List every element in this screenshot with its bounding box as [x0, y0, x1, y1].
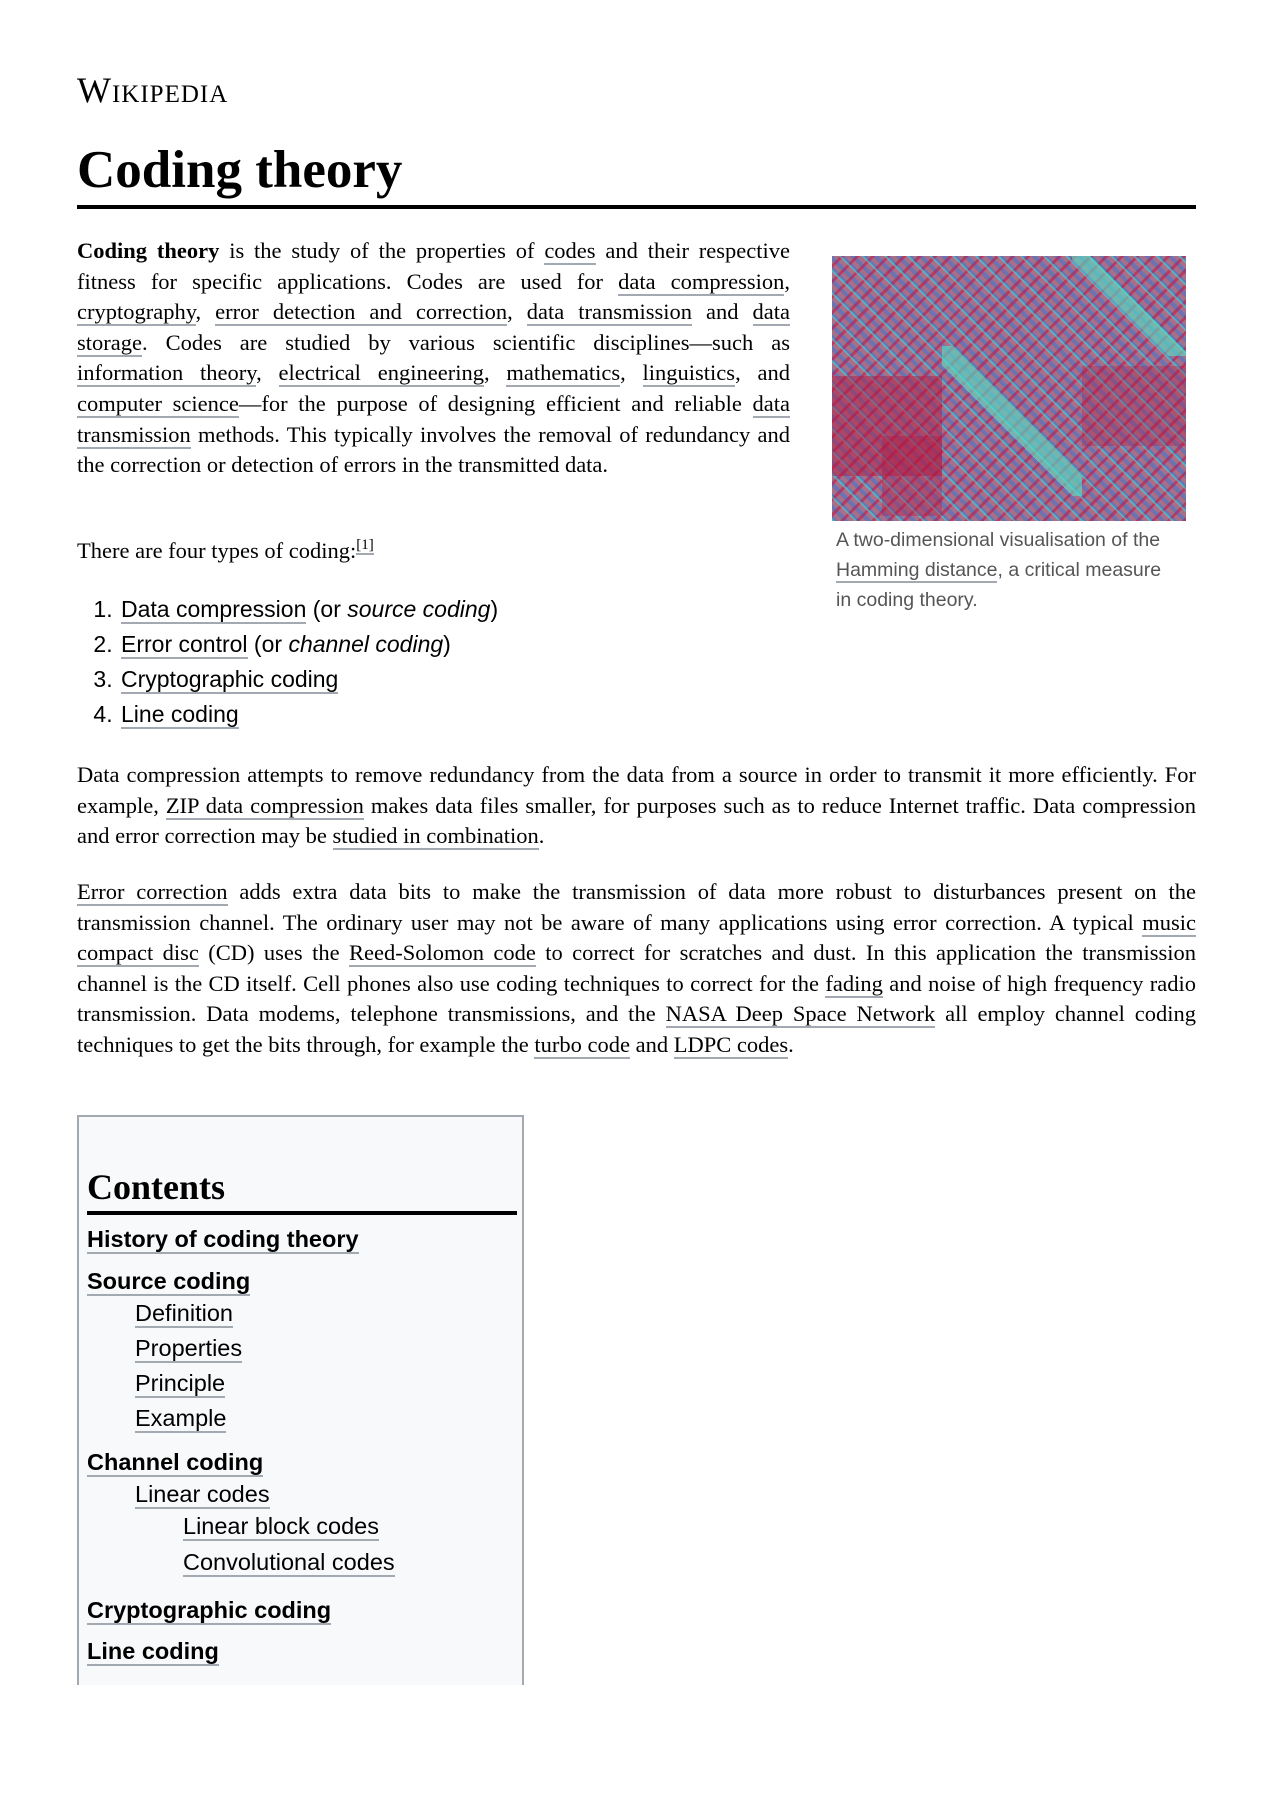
- toc-link[interactable]: Source coding: [87, 1268, 251, 1294]
- text: and noise of high frequency radio transmission. Data modems, telephone transmissions, and the: [77, 970, 1196, 1027]
- italic-text: channel coding: [288, 631, 444, 657]
- wikipedia-wordmark[interactable]: Wikipedia: [77, 70, 229, 110]
- link-mathematics[interactable]: mathematics: [506, 360, 621, 386]
- text: .: [538, 823, 545, 849]
- toc-item-history[interactable]: [87, 1226, 359, 1253]
- table-of-contents: [77, 1115, 524, 1685]
- image-texture: [1082, 366, 1186, 446]
- link-computer-science[interactable]: computer science: [77, 390, 239, 416]
- compression-paragraph: [77, 760, 1196, 852]
- text: Data compression attempts to remove redundancy from the data from a source in order to transmit it more efficiently. For example,: [77, 762, 1196, 818]
- toc-link[interactable]: Line coding: [87, 1638, 219, 1664]
- intro-paragraph: [77, 236, 790, 481]
- link-fading[interactable]: fading: [825, 970, 883, 996]
- text: (CD) uses the: [198, 940, 349, 966]
- text: ): [443, 631, 451, 657]
- text: is the study of the properties of: [219, 238, 545, 263]
- text: . Codes are studied by various scientific disciplines—such as: [141, 329, 790, 355]
- link-data-storage[interactable]: data storage: [77, 299, 790, 355]
- text: (or: [247, 631, 289, 657]
- italic-text: source coding: [347, 596, 491, 622]
- reference-1[interactable]: [1]: [356, 537, 374, 553]
- text: adds extra data bits to make the transmission of data more robust to disturbances present on the transmission channel. The ordinary user may not be aware of many applications using error correction. A typical: [77, 879, 1196, 935]
- bold-term: Coding theory: [77, 238, 220, 263]
- toc-link[interactable]: Definition: [135, 1300, 233, 1326]
- figure-caption: [832, 525, 1166, 615]
- text: ): [490, 596, 499, 622]
- toc-link[interactable]: Example: [135, 1405, 227, 1431]
- link-data-transmission-2[interactable]: data transmission: [77, 390, 790, 447]
- toc-link[interactable]: Linear codes: [135, 1481, 270, 1507]
- link-cryptographic-coding[interactable]: Cryptographic coding: [121, 666, 339, 692]
- link-nasa-deep-space-network[interactable]: NASA Deep Space Network: [665, 1001, 936, 1027]
- toc-link[interactable]: Convolutional codes: [183, 1549, 395, 1575]
- toc-item-properties[interactable]: [135, 1335, 242, 1362]
- link-linguistics[interactable]: linguistics: [642, 360, 736, 386]
- text: to correct for scratches and dust. In this application the transmission channel is the CD itself. Cell phones also use coding techniques to correct for the: [77, 940, 1196, 996]
- text: —for the purpose of designing efficient and reliable: [238, 390, 753, 416]
- toc-item-example[interactable]: [135, 1405, 226, 1432]
- coding-types-list: [77, 592, 498, 732]
- toc-item-definition[interactable]: [135, 1300, 233, 1327]
- text: ,: [483, 360, 507, 386]
- link-zip-data-compression[interactable]: ZIP data compression: [165, 792, 364, 818]
- text: ,: [507, 299, 527, 325]
- text: A two-dimensional visualisation of the: [836, 529, 1161, 551]
- link-music-compact-disc[interactable]: music compact disc: [77, 909, 1196, 966]
- title-divider: [77, 205, 1196, 209]
- link-data-transmission[interactable]: data transmission: [526, 299, 692, 325]
- list-item: [119, 592, 498, 627]
- link-electrical-engineering[interactable]: electrical engineering: [278, 360, 484, 386]
- toc-item-convolutional-codes[interactable]: [183, 1549, 395, 1576]
- error-correction-paragraph: [77, 877, 1196, 1061]
- text: , a critical measure in coding theory.: [836, 559, 1162, 611]
- text: , and: [735, 360, 790, 386]
- toc-item-source-coding[interactable]: [87, 1268, 250, 1295]
- toc-title: Contents: [87, 1167, 226, 1207]
- hamming-distance-image[interactable]: [832, 256, 1186, 521]
- types-intro: [77, 536, 790, 566]
- toc-item-principle[interactable]: [135, 1370, 225, 1397]
- link-error-correction[interactable]: Error correction: [77, 879, 228, 904]
- page-title: Coding theory: [77, 141, 403, 199]
- text: all employ channel coding techniques to get the bits through, for example the: [77, 1001, 1196, 1057]
- link-error-control[interactable]: Error control: [121, 631, 248, 657]
- link-studied-in-combination[interactable]: studied in combination: [332, 823, 539, 849]
- text: and their respective fitness for specific applications. Codes are used for: [77, 238, 790, 294]
- text: ,: [195, 299, 216, 325]
- link-hamming-distance[interactable]: Hamming distance: [836, 559, 998, 581]
- toc-divider: [87, 1211, 517, 1215]
- figure-hamming-distance: [832, 256, 1192, 615]
- text: (or: [306, 596, 348, 622]
- toc-link[interactable]: Cryptographic coding: [87, 1597, 332, 1623]
- toc-link[interactable]: Principle: [135, 1370, 226, 1396]
- toc-link[interactable]: History of coding theory: [87, 1226, 359, 1252]
- toc-item-linear-codes[interactable]: [135, 1481, 270, 1508]
- text: ,: [784, 268, 790, 294]
- text: ,: [256, 360, 279, 386]
- text: There are four types of coding:: [77, 538, 357, 563]
- text: and: [691, 299, 753, 325]
- image-texture: [1072, 256, 1186, 356]
- text: makes data files smaller, for purposes such as to reduce Internet traffic. Data compression and error correction may be: [77, 792, 1196, 849]
- text: and: [629, 1031, 674, 1057]
- link-line-coding[interactable]: Line coding: [121, 701, 239, 727]
- toc-item-line-coding[interactable]: [87, 1638, 219, 1665]
- toc-item-cryptographic-coding[interactable]: [87, 1597, 331, 1624]
- list-item: [119, 627, 498, 662]
- toc-link[interactable]: Properties: [135, 1335, 243, 1361]
- toc-link[interactable]: Linear block codes: [183, 1513, 379, 1539]
- text: .: [788, 1031, 794, 1057]
- link-codes[interactable]: codes: [544, 238, 596, 263]
- image-texture: [882, 436, 942, 516]
- link-information-theory[interactable]: information theory: [77, 360, 257, 386]
- text: methods. This typically involves the removal of redundancy and the correction or detection of errors in the transmitted data.: [77, 421, 790, 478]
- link-error-detection-and-correction[interactable]: error detection and correction: [215, 299, 508, 325]
- image-texture: [942, 346, 1082, 496]
- toc-item-linear-block-codes[interactable]: [183, 1513, 379, 1540]
- toc-link[interactable]: Channel coding: [87, 1449, 264, 1475]
- link-data-compression[interactable]: data compression: [618, 268, 785, 294]
- toc-item-channel-coding[interactable]: [87, 1449, 263, 1476]
- link-reed-solomon-code[interactable]: Reed-Solomon code: [348, 940, 536, 966]
- link-data-compression-type[interactable]: Data compression: [121, 596, 307, 622]
- list-item: [119, 697, 498, 732]
- link-turbo-code[interactable]: turbo code: [534, 1031, 630, 1057]
- text: ,: [620, 360, 643, 386]
- list-item: [119, 662, 498, 697]
- link-ldpc-codes[interactable]: LDPC codes: [673, 1031, 789, 1057]
- link-cryptography[interactable]: cryptography: [77, 299, 196, 325]
